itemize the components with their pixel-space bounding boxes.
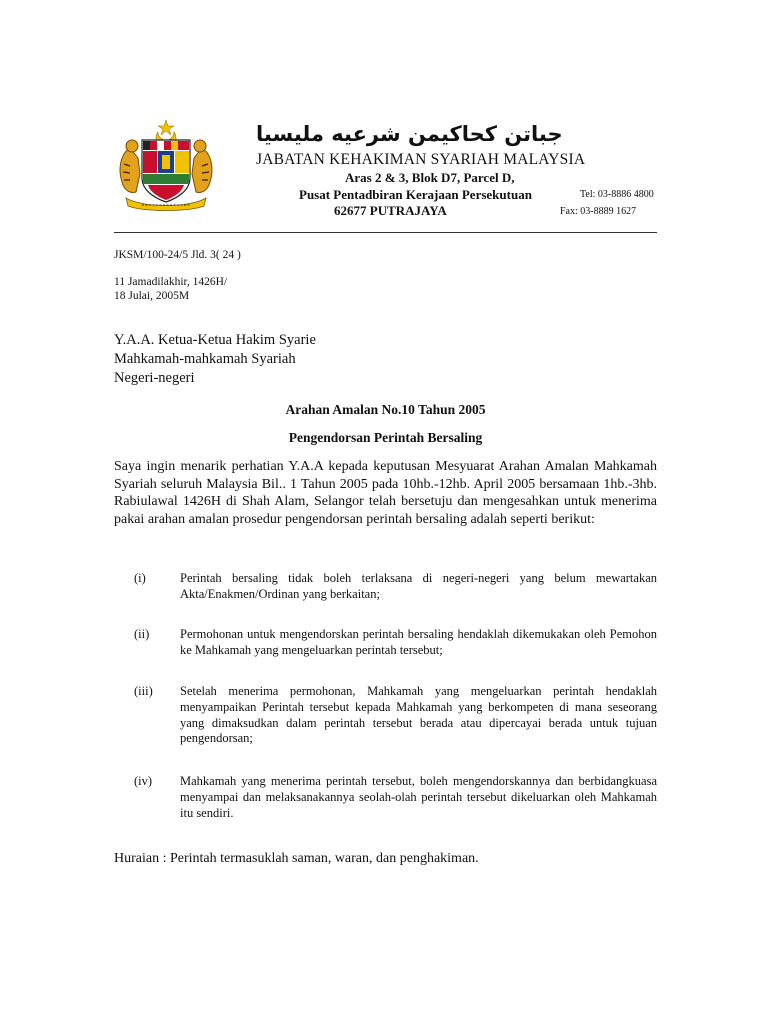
addressee-line1: Y.A.A. Ketua-Ketua Hakim Syarie <box>114 332 316 348</box>
list-item-text: Perintah bersaling tidak boleh terlaksana di negeri-negeri yang belum mewartakan Akta/Enakmen/Ordinan yang berkaitan; <box>180 571 657 601</box>
list-item-number: (iii) <box>134 684 153 698</box>
letterhead-divider <box>114 232 657 233</box>
letterhead-tel: Tel: 03-8886 4800 <box>580 189 654 200</box>
date-hijri: 11 Jamadilakhir, 1426H/ <box>114 276 228 288</box>
list-item-number: (ii) <box>134 627 150 641</box>
list-item-text: Permohonan untuk mengendorskan perintah bersaling hendaklah dikemukakan oleh Pemohon ke Mahkamah yang mengeluarkan perintah tersebut; <box>180 627 657 657</box>
addressee-block <box>114 331 316 388</box>
coat-of-arms-logo <box>112 118 220 212</box>
addressee-line3: Negeri-negeri <box>114 370 195 386</box>
document-title: Arahan Amalan No.10 Tahun 2005 <box>285 402 486 417</box>
letterhead-address-line2: Pusat Pentadbiran Kerajaan Persekutuan <box>299 187 532 202</box>
letterhead-address-line3: 62677 PUTRAJAYA <box>334 203 447 218</box>
addressee-line2: Mahkamah-mahkamah Syariah <box>114 351 296 367</box>
intro-paragraph: Saya ingin menarik perhatian Y.A.A kepada keputusan Mesyuarat Arahan Amalan Mahkamah Syariah seluruh Malaysia Bil.. 1 Tahun 2005 pada 10hb.-12hb. April 2005 bersamaan 1hb.-3hb. Rabiulawal 1426H di Shah Alam, Selangor telah bersetuju dan mengesahkan untuk menerima pakai arahan amalan prosedur pengendorsan perintah bersaling adalah seperti berikut: <box>114 459 657 527</box>
list-item-text: Mahkamah yang menerima perintah tersebut, boleh mengendorskannya dan berbidangkuasa menyampai dan melaksanakannya seolah-olah perintah tersebut dikeluarkan oleh Mahkamah itu sendiri. <box>180 774 657 820</box>
date-gregorian: 18 Julai, 2005M <box>114 290 190 302</box>
letterhead-fax: Fax: 03-8889 1627 <box>560 206 637 217</box>
list-item-text: Setelah menerima permohonan, Mahkamah yang mengeluarkan perintah hendaklah menyampaikan Perintah tersebut kepada Mahkamah yang berkompeten di mana seseorang yang dimaksudkan dalam perintah tersebut berada atau dipercayai berada untuk tujuan pengendorsan; <box>180 684 657 746</box>
huraian-note: Huraian : Perintah termasuklah saman, waran, dan penghakiman. <box>114 851 479 866</box>
letterhead-jawi-title: جباتن كحاكيمن شرعيه مليسيا <box>256 122 563 146</box>
letterhead-address-line1: Aras 2 & 3, Blok D7, Parcel D, <box>345 170 515 185</box>
list-item-number: (i) <box>134 571 146 585</box>
list-item-number: (iv) <box>134 774 153 788</box>
reference-number: JKSM/100-24/5 Jld. 3( 24 ) <box>114 249 241 261</box>
document-subtitle: Pengendorsan Perintah Bersaling <box>288 430 483 445</box>
letterhead-department: JABATAN KEHAKIMAN SYARIAH MALAYSIA <box>256 151 586 168</box>
